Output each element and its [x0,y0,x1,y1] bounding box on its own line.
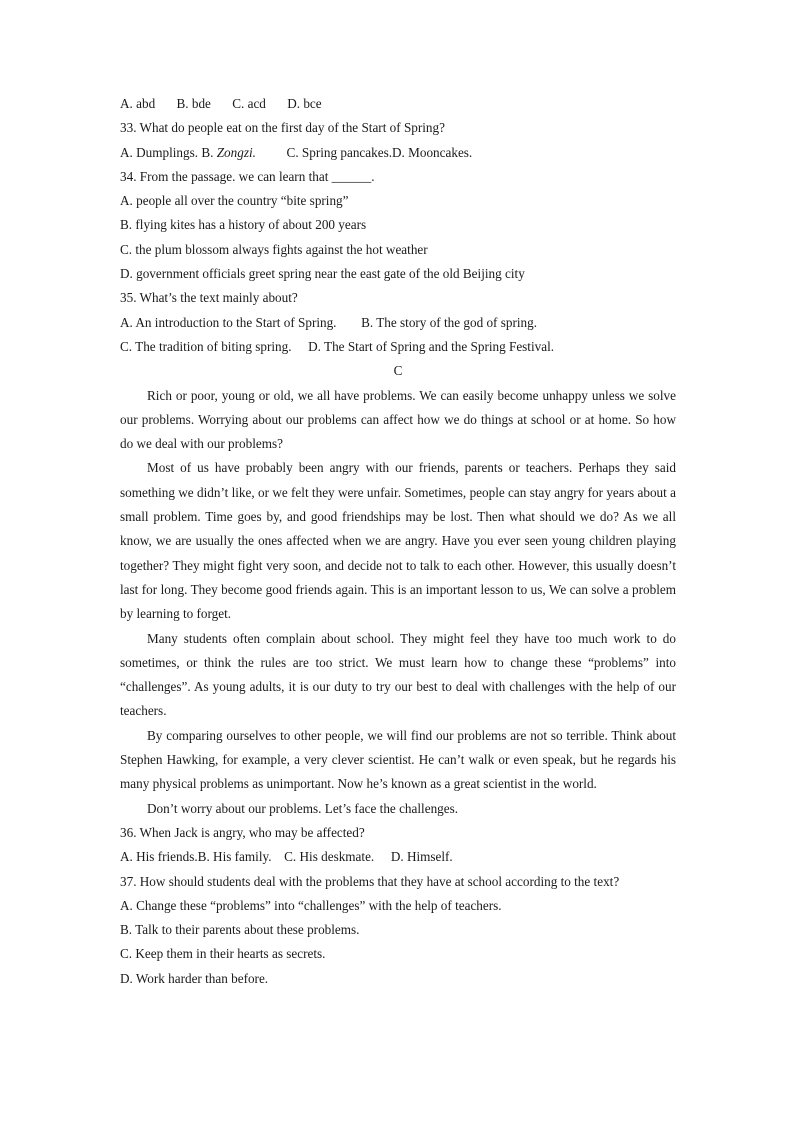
q35-options-row1 [120,311,676,335]
q35-stem: 35. What’s the text mainly about? [120,290,298,306]
q37-option-a: A. Change these “problems” into “challenges” with the help of teachers. [120,897,502,913]
passage-paragraph-4-text: By comparing ourselves to other people, we will find our problems are not so terrible. Think about Stephen Hawking, for example, a very clever scientist. He can’t walk or even speak, but he regards his many physical problems as unimportant. Now he’s known as a great scientist in the world. [120,727,676,792]
q32-option-a: A. abd [120,96,156,111]
q36-option-c: C. His deskmate. [284,849,375,865]
passage-paragraph-5-text: Don’t worry about our problems. Let’s face the challenges. [147,800,459,816]
q33-option-d: D. Mooncakes. [392,144,473,160]
q35-options-row2 [120,335,676,359]
document-content [120,92,676,991]
q36-option-d: D. Himself. [390,849,453,865]
section-c-heading: C [393,363,403,379]
q34-option-d: D. government officials greet spring near the east gate of the old Beijing city [120,266,525,282]
q32-option-c: C. acd [232,96,266,111]
q33-options [120,141,676,165]
passage-paragraph-5 [120,797,676,821]
q37-option-c: C. Keep them in their hearts as secrets. [120,946,326,962]
passage-paragraph-3-text: Many students often complain about school. They might feel they have too much work to do sometimes, or think the rules are too strict. We must learn how to change these “problems” into “challenges”. As young adults, it is our duty to try our best to deal with challenges with the help of our teachers. [120,630,676,719]
q34-stem: 34. From the passage. we can learn that ______. [120,168,375,184]
q33-option-a: A. Dumplings. [120,144,199,160]
q37-stem: 37. How should students deal with the problems that they have at school according to the text? [120,873,620,889]
q34-option-a: A. people all over the country “bite spring” [120,193,349,209]
q35-option-a: A. An introduction to the Start of Spring. [120,314,337,330]
q33-option-b-prefix: B. [201,144,214,160]
q32-option-d: D. bce [287,96,322,111]
q35-option-b: B. The story of the god of spring. [361,314,538,330]
q32-option-b: B. bde [176,96,211,111]
q37-option-b: B. Talk to their parents about these problems. [120,922,360,938]
q33-option-c: C. Spring pancakes. [286,144,393,160]
passage-paragraph-3 [120,627,676,724]
q36-options [120,845,676,869]
q32-options [120,92,676,116]
q34-option-b: B. flying kites has a history of about 200 years [120,217,367,233]
q33-stem: 33. What do people eat on the first day of the Start of Spring? [120,120,445,136]
passage-paragraph-1 [120,384,676,457]
q36-option-a: A. His friends. [120,849,198,865]
q34-option-c: C. the plum blossom always fights against the hot weather [120,241,428,257]
q33-option-b-italic: Zongzi. [216,144,256,160]
q35-option-d: D. The Start of Spring and the Spring Festival. [308,338,555,354]
q36-option-b: B. His family. [197,849,272,865]
passage-paragraph-4 [120,724,676,797]
q36-stem: 36. When Jack is angry, who may be affected? [120,824,365,840]
q35-option-c: C. The tradition of biting spring. [120,338,292,354]
passage-paragraph-2 [120,456,676,626]
passage-paragraph-1-text: Rich or poor, young or old, we all have problems. We can easily become unhappy unless we solve our problems. Worrying about our problems can affect how we do things at school or at home. So how do we deal with our problems? [120,387,676,452]
q37-option-d: D. Work harder than before. [120,970,269,986]
passage-paragraph-2-text: Most of us have probably been angry with our friends, parents or teachers. Perhaps they said something we didn’t like, or we felt they were unfair. Sometimes, people can stay angry for years about a small problem. Time goes by, and good friendships may be lost. Then what should we do? As we all know, we are usually the ones affected when we are angry. Have you ever seen young children playing together? They might fight very soon, and decide not to talk to each other. However, this usually doesn’t last for long. They become good friends again. This is an important lesson to us, We can solve a problem by learning to forget. [120,460,676,622]
